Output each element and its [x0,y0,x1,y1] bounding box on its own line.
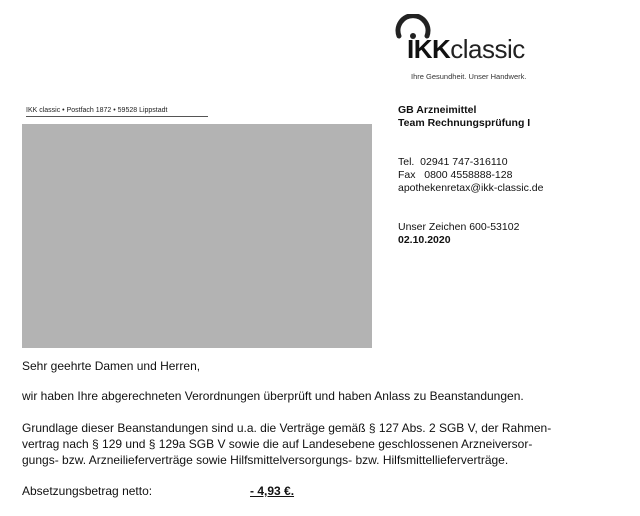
reference-number: Unser Zeichen 600-53102 [398,221,520,233]
spacer [398,130,543,156]
ikk-classic-logo [393,14,543,81]
phone-number: Tel. 02941 747-316110 [398,156,508,168]
paragraph-intro: wir haben Ihre abgerechneten Verordnungen überprüft und haben Anlass zu Beanstandungen. [22,389,524,403]
logo-tagline: Ihre Gesundheit. Unser Handwerk. [411,72,527,81]
sender-underline [26,116,208,117]
paragraph-line: vertrag nach § 129 und § 129a SGB V sowie die auf Landesebene geschlossenen Arzneiversor- [22,437,533,451]
paragraph-line: gungs- bzw. Arzneilieferverträge sowie Hilfsmittelversorgungs- bzw. Hilfsmittellieferverträge. [22,453,509,467]
amount-value: - 4,93 €. [250,484,295,498]
logo-wordmark [407,34,525,64]
logo-brand-bold: IKK [407,34,451,64]
salutation: Sehr geehrte Damen und Herren, [22,359,201,373]
email-address: apothekenretax@ikk-classic.de [398,182,544,194]
logo-brand-light: classic [450,34,525,64]
paragraph-basis [22,420,622,468]
redacted-recipient-address [22,124,372,348]
team-name: Team Rechnungsprüfung I [398,117,531,129]
fax-number: Fax 0800 4558888-128 [398,169,513,181]
sender-return-address: IKK classic • Postfach 1872 • 59528 Lippstadt [26,107,168,114]
spacer [398,195,543,221]
paragraph-line: Grundlage dieser Beanstandungen sind u.a. die Verträge gemäß § 127 Abs. 2 SGB V, der Rahmen- [22,421,552,435]
contact-info-block [398,104,543,247]
department-name: GB Arzneimittel [398,104,477,116]
amount-label: Absetzungsbetrag netto: [22,484,153,498]
letter-date: 02.10.2020 [398,234,451,246]
